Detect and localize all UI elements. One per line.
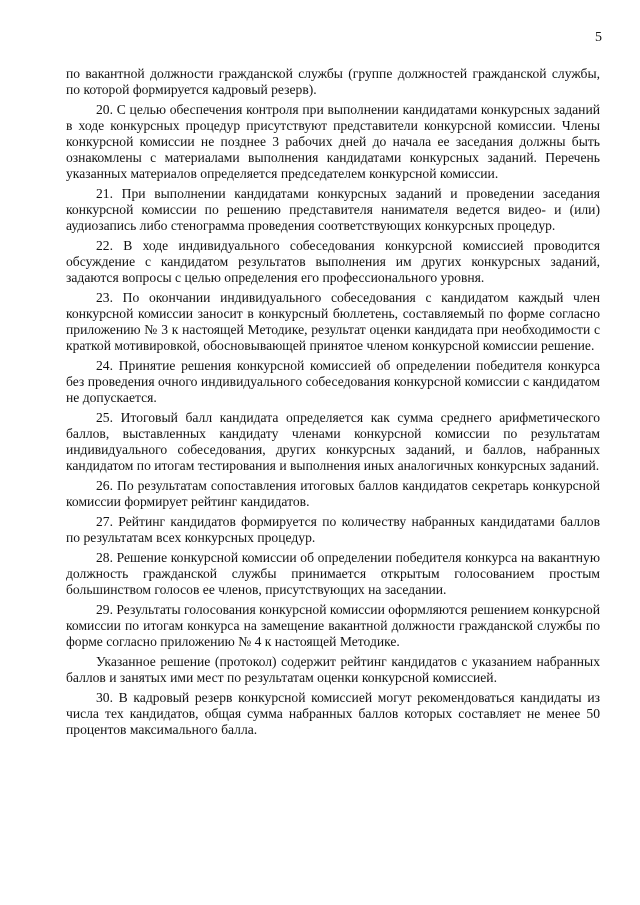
paragraph-21: 21. При выполнении кандидатами конкурсных заданий и проведении заседания конкурсной комиссии по решению представителя нанимателя ведется видео- и (или) аудиозапись либо стенограмма проведения соответствующих конкурсных процедур. xyxy=(66,186,600,233)
document-body xyxy=(66,66,600,742)
paragraph-23: 23. По окончании индивидуального собеседования с кандидатом каждый член конкурсной комиссии заносит в конкурсный бюллетень, составляемый по форме согласно приложению № 3 к настоящей Методике, результат оценки кандидата при необходимости с краткой мотивировкой, обосновывающей принятое членом конкурсной комиссии решение. xyxy=(66,290,600,353)
paragraph-24: 24. Принятие решения конкурсной комиссией об определении победителя конкурса без проведения очного индивидуального собеседования конкурсной комиссии с кандидатом не допускается. xyxy=(66,358,600,405)
paragraph-20: 20. С целью обеспечения контроля при выполнении кандидатами конкурсных заданий в ходе конкурсных процедур присутствуют представители конкурсной комиссии. Члены конкурсной комиссии не позднее 3 рабочих дней до начала ее заседания должны быть ознакомлены с материалами выполнения кандидатами конкурсных заданий. Перечень указанных материалов определяется председателем конкурсной комиссии. xyxy=(66,102,600,181)
paragraph-25: 25. Итоговый балл кандидата определяется как сумма среднего арифметического баллов, выставленных кандидату членами конкурсной комиссии по результатам индивидуального собеседования, других конкурсных заданий, и баллов, набранных кандидатом по итогам тестирования и выполнения иных аналогичных конкурсных заданий. xyxy=(66,410,600,473)
paragraph-22: 22. В ходе индивидуального собеседования конкурсной комиссией проводится обсуждение с кандидатом результатов выполнения им других конкурсных заданий, задаются вопросы с целью определения его профессионального уровня. xyxy=(66,238,600,285)
page-number: 5 xyxy=(595,30,602,45)
paragraph-29: 29. Результаты голосования конкурсной комиссии оформляются решением конкурсной комиссии по итогам конкурса на замещение вакантной должности гражданской службы по форме согласно приложению № 4 к настоящей Методике. xyxy=(66,602,600,649)
paragraph-30: 30. В кадровый резерв конкурсной комиссией могут рекомендоваться кандидаты из числа тех кандидатов, общая сумма набранных баллов которых составляет не менее 50 процентов максимального балла. xyxy=(66,690,600,737)
paragraph-26: 26. По результатам сопоставления итоговых баллов кандидатов секретарь конкурсной комиссии формирует рейтинг кандидатов. xyxy=(66,478,600,509)
paragraph-27: 27. Рейтинг кандидатов формируется по количеству набранных кандидатами баллов по результатам всех конкурсных процедур. xyxy=(66,514,600,545)
paragraph-28: 28. Решение конкурсной комиссии об определении победителя конкурса на вакантную должность гражданской службы принимается открытым голосованием простым большинством голосов ее членов, присутствующих на заседании. xyxy=(66,550,600,597)
paragraph-continuation: по вакантной должности гражданской службы (группе должностей гражданской службы, по которой формируется кадровый резерв). xyxy=(66,66,600,97)
paragraph-29-note: Указанное решение (протокол) содержит рейтинг кандидатов с указанием набранных баллов и занятых ими мест по результатам оценки конкурсной комиссией. xyxy=(66,654,600,685)
